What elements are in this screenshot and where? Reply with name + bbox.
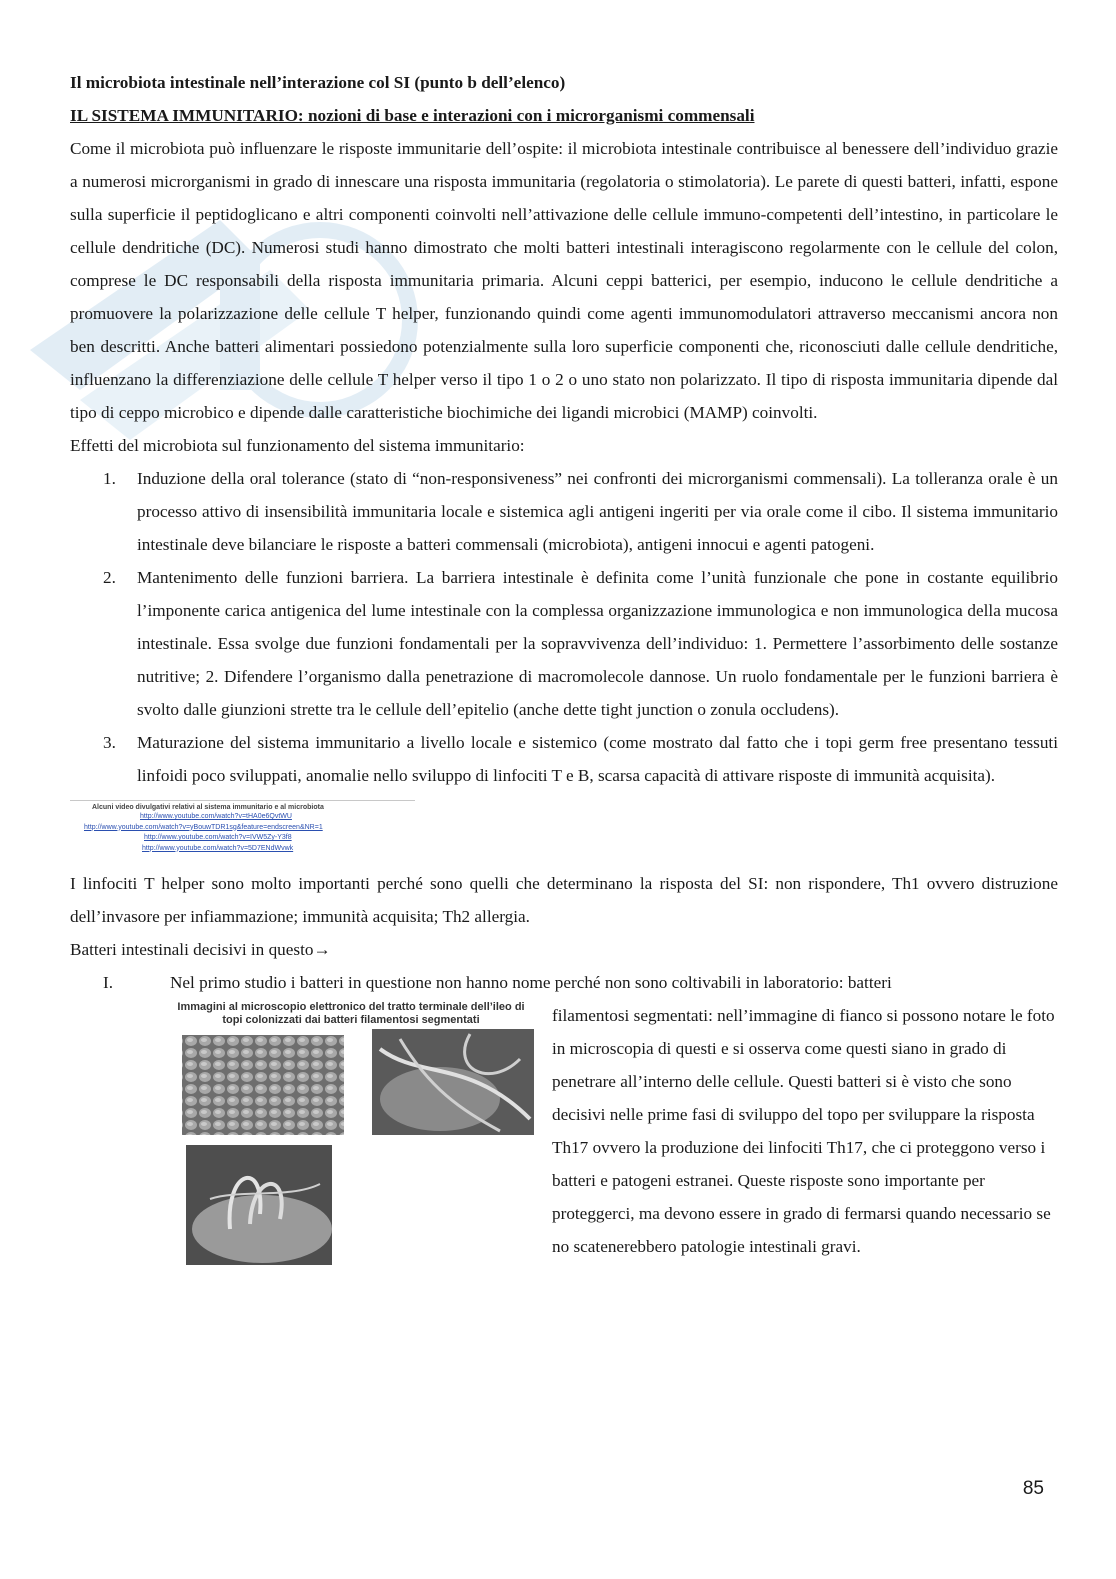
section-subheading: IL SISTEMA IMMUNITARIO: nozioni di base e interazioni con i microrganismi commensali [70,106,755,125]
video-link[interactable]: http://www.youtube.com/watch?v=5D7ENdWvwk [142,844,294,852]
item-first-line: Nel primo studio i batteri in questione non hanno nome perché non sono coltivabili in laboratorio: batteri [170,973,892,992]
page-content [70,66,1058,1273]
list-number: 3. [103,733,116,752]
microscopy-photo-3 [186,1145,332,1265]
th-paragraph: I linfociti T helper sono molto importanti perché sono quelli che determinano la risposta del SI: non rispondere, Th1 ovvero distruzione dell’invasore per infiammazione; immunità acquisita; Th2 allergia. [70,874,1058,926]
video-link[interactable]: http://www.youtube.com/watch?v=IVW5Zy-Y3f8 [144,834,292,841]
list-item [70,462,1058,561]
arrow-right-icon: → [313,940,331,959]
video-link[interactable]: http://www.youtube.com/watch?v=yBouwTDR1sg&feature=endscreen&NR=1 [84,823,323,831]
microscopy-photo-2 [372,1029,534,1135]
microscopy-images [170,999,540,1267]
list-item [70,726,1058,792]
roman-list-item [70,966,1058,999]
list-item-text: Induzione della oral tolerance (stato di “non-responsiveness” nei confronti dei microrganismi commensali). La tolleranza orale è un processo attivo di insensibilità immunitaria locale e sistemica agli antigeni ingeriti per via orale come il cibo. Il sistema immunitario intestinale deve bilanciare le risposte a batteri commensali (microbiota), antigeni innocui e agenti patogeni. [137,469,1058,554]
microscopy-photo-1 [182,1035,344,1135]
list-number: 1. [103,469,116,488]
figure-caption: Immagini al microscopio elettronico del tratto terminale dell’ileo di topi colonizzati dai batteri filamentosi segmentati [177,1001,525,1026]
effects-list [70,462,1058,792]
batteri-title-line [70,933,1058,966]
list-item-text: Mantenimento delle funzioni barriera. La barriera intestinale è definita come l’unità funzionale che pone in costante equilibrio l’imponente carica antigenica del lume intestinale con la complessa organizzazione immunologica e non immunologica della mucosa intestinale. Essa svolge due funzioni fondamentali per la sopravvivenza dell’individuo: 1. Permettere l’assorbimento delle sostanze nutritive; 2. Difendere l’organismo dalla penetrazione di macromolecole dannose. Un ruolo fondamentale per le funzioni barriera è svolto dalle giunzioni strette tra le cellule dell’epitelio (anche dette tight junction o zonula occludens). [137,568,1058,719]
section-heading: Il microbiota intestinale nell’interazione col SI (punto b dell’elenco) [70,73,566,92]
video-link[interactable]: http://www.youtube.com/watch?v=tHA0e6QvtWU [140,813,292,820]
list-number: I. [103,973,114,992]
list-item [70,561,1058,726]
effects-title: Effetti del microbiota sul funzionamento del sistema immunitario: [70,436,525,455]
video-box-title: Alcuni video divulgativi relativi al sistema immunitario e al microbiota [92,804,324,811]
video-links-box [70,800,415,861]
figure-wrap-block [70,999,1058,1263]
list-item-text: Maturazione del sistema immunitario a livello locale e sistemico (come mostrato dal fatto che i topi germ free presentano tessuti linfoidi poco sviluppati, anomalie nello sviluppo di linfociti T e B, scarsa capacità di attivare risposte di immunità acquisita). [137,733,1058,785]
intro-paragraph: Come il microbiota può influenzare le risposte immunitarie dell’ospite: il microbiota intestinale contribuisce al benessere dell’individuo grazie a numerosi microrganismi in grado di innescare una risposta immunitaria (regolatoria o stimolatoria). Le parete di questi batteri, infatti, espone sulla superficie il peptidoglicano e altri componenti coinvolti nell’attivazione delle cellule immuno-competenti dell’intestino, in particolare le cellule dendritiche (DC). Numerosi studi hanno dimostrato che molti batteri intestinali interagiscono regolarmente con le cellule del colon, comprese le DC responsabili della risposta immunitaria primaria. Alcuni ceppi batterici, per esempio, inducono le cellule dendritiche a promuovere la polarizzazione delle cellule T helper, funzionando quindi come agenti immunomodulatori attraverso meccanismi ancora non ben descritti. Anche batteri alimentari possiedono potenzialmente sulla loro superficie componenti che, riconosciuti dalle cellule dendritiche, influenzano la differenziazione delle cellule T helper verso il tipo 1 o 2 o uno stato non polarizzato. Il tipo di risposta immunitaria dipende dal tipo di ceppo microbico e dipende dalle caratteristiche biochimiche dei ligandi microbici (MAMP) coinvolti. [70,139,1058,422]
item-wrap-text: filamentosi segmentati: nell’immagine di fianco si possono notare le foto in microscopia di questi e si osserva come questi siano in grado di penetrare all’interno delle cellule. Questi batteri si è visto che sono decisivi nelle prime fasi di sviluppo del topo per sviluppare la risposta Th17 ovvero la produzione dei linfociti Th17, che ci proteggono verso i batteri e patogeni estranei. Queste risposte sono importante per proteggerci, ma devono essere in grado di fermarsi quando necessario se no scatenerebbero patologie intestinali gravi. [552,1006,1055,1256]
microscopy-figure [170,999,540,1267]
page-number: 85 [1022,1478,1044,1499]
list-number: 2. [103,568,116,587]
batteri-title: Batteri intestinali decisivi in questo [70,940,314,959]
